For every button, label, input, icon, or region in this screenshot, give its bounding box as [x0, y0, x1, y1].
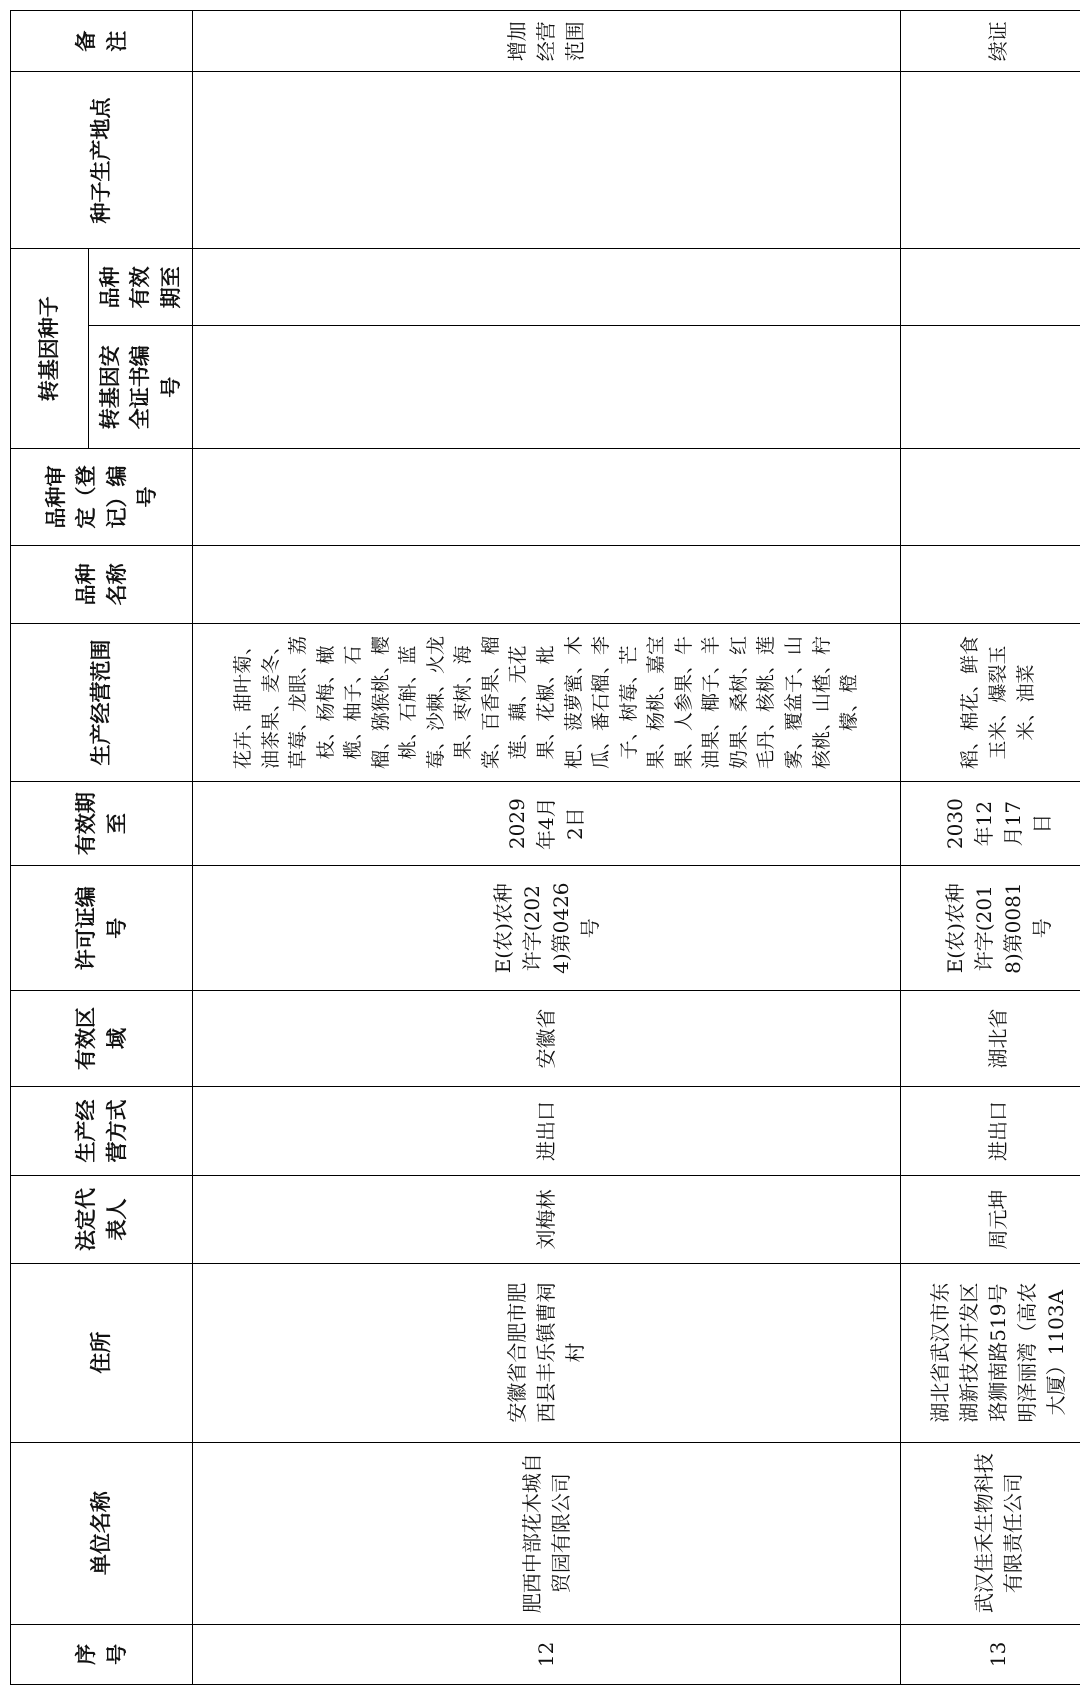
cell-address: 湖北省武汉市东湖新技术开发区珞狮南路519号明泽丽湾（高农大厦）1103A	[901, 1263, 1080, 1442]
cell-company: 肥西中部花木城自贸园有限公司	[193, 1442, 901, 1624]
cell-mode: 进出口	[193, 1086, 901, 1175]
cell-variety-name	[193, 545, 901, 623]
header-remark: 备注	[11, 11, 193, 73]
header-valid-until: 有效期至	[11, 782, 193, 866]
cell-remark: 增加经营范围	[193, 11, 901, 73]
header-address: 住所	[11, 1263, 193, 1442]
cell-seed-place	[901, 72, 1080, 249]
cell-license-no: E(农)农种许字(2018)第0081号	[901, 866, 1080, 991]
license-table	[10, 10, 1080, 1685]
cell-seq: 13	[901, 1624, 1080, 1684]
cell-region: 湖北省	[901, 991, 1080, 1087]
cell-seed-place	[193, 72, 901, 249]
cell-mode: 进出口	[901, 1086, 1080, 1175]
cell-seq: 12	[193, 1624, 901, 1684]
cell-valid-until: 2029年4月2日	[193, 782, 901, 866]
header-region: 有效区域	[11, 991, 193, 1087]
cell-remark: 续证	[901, 11, 1080, 73]
cell-approval-no	[901, 449, 1080, 546]
header-legal-rep: 法定代表人	[11, 1176, 193, 1263]
header-seed-place: 种子生产地点	[11, 72, 193, 249]
table-row	[193, 11, 901, 1685]
header-license-no: 许可证编号	[11, 866, 193, 991]
cell-company: 武汉佳禾生物科技有限责任公司	[901, 1442, 1080, 1624]
header-company: 单位名称	[11, 1442, 193, 1624]
header-gmo-valid: 品种有效期至	[89, 249, 193, 326]
cell-variety-name	[901, 545, 1080, 623]
cell-legal-rep: 刘梅林	[193, 1176, 901, 1263]
cell-scope: 稻、棉花、鲜食玉米、爆裂玉米、油菜	[901, 623, 1080, 781]
header-seq: 序号	[11, 1624, 193, 1684]
cell-gmo-valid	[193, 249, 901, 326]
cell-valid-until: 2030年12月17日	[901, 782, 1080, 866]
header-variety-name: 品种名称	[11, 545, 193, 623]
header-scope: 生产经营范围	[11, 623, 193, 781]
cell-legal-rep: 周元坤	[901, 1176, 1080, 1263]
cell-gmo-cert	[901, 326, 1080, 449]
cell-gmo-valid	[901, 249, 1080, 326]
cell-license-no: E(农)农种许字(2024)第0426号	[193, 866, 901, 991]
header-approval-no: 品种审定（登记）编号	[11, 449, 193, 546]
cell-address: 安徽省合肥市肥西县丰乐镇曹祠村	[193, 1263, 901, 1442]
cell-scope: 花卉、甜叶菊、油茶果、麦冬、草莓、龙眼、荔枝、杨梅、橄榄、柚子、石榴、猕猴桃、樱桃、石斛、蓝莓、沙棘、火龙果、枣树、海棠、百香果、榴莲、藕、无花果、花椒、枇杷、菠萝蜜、木瓜、番石榴、李子、树莓、芒果、杨桃、嘉宝果、人参果、牛油果、椰子、羊奶果、桑树、红毛丹、核桃、莲雾、覆盆子、山核桃、山楂、柠檬、橙	[193, 623, 901, 781]
table-row	[901, 11, 1080, 1685]
header-gmo-group: 转基因种子	[11, 249, 89, 449]
header-row	[11, 11, 89, 1685]
cell-gmo-cert	[193, 326, 901, 449]
cell-region: 安徽省	[193, 991, 901, 1087]
header-gmo-cert: 转基因安全证书编号	[89, 326, 193, 449]
header-mode: 生产经营方式	[11, 1086, 193, 1175]
cell-approval-no	[193, 449, 901, 546]
